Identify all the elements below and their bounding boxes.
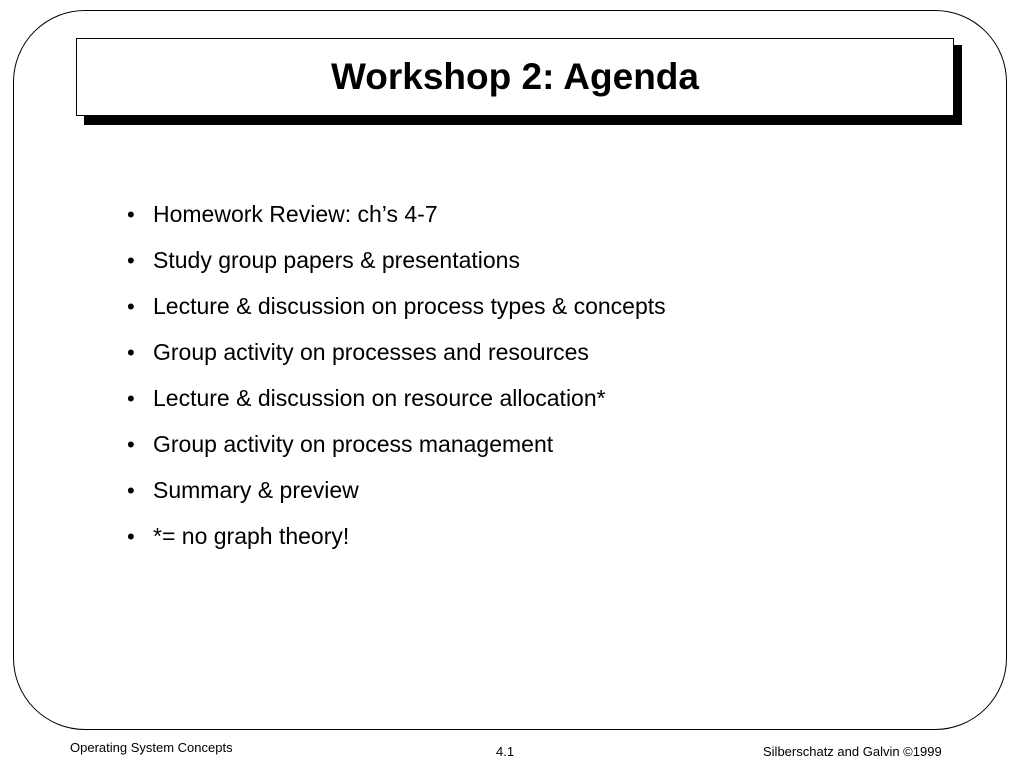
list-item — [127, 244, 666, 290]
list-item-text: Study group papers & presentations — [153, 247, 520, 273]
bullet-icon: • — [127, 202, 135, 227]
list-item-text: Lecture & discussion on resource allocation* — [153, 385, 606, 411]
list-item-text: Group activity on processes and resources — [153, 339, 589, 365]
bullet-icon: • — [127, 432, 135, 457]
slide-title: Workshop 2: Agenda — [331, 56, 699, 97]
title-box — [76, 38, 954, 116]
list-item-text: Summary & preview — [153, 477, 359, 503]
list-item-text: Homework Review: ch’s 4-7 — [153, 201, 438, 227]
footer-course-name: Operating System Concepts — [70, 740, 233, 755]
list-item — [127, 336, 666, 382]
agenda-list — [127, 198, 666, 566]
bullet-icon: • — [127, 294, 135, 319]
list-item — [127, 520, 666, 566]
list-item — [127, 428, 666, 474]
bullet-icon: • — [127, 386, 135, 411]
footer-copyright: Silberschatz and Galvin ©1999 — [763, 744, 942, 759]
list-item — [127, 198, 666, 244]
list-item — [127, 290, 666, 336]
list-item — [127, 382, 666, 428]
bullet-icon: • — [127, 340, 135, 365]
list-item — [127, 474, 666, 520]
bullet-icon: • — [127, 478, 135, 503]
bullet-icon: • — [127, 524, 135, 549]
bullet-icon: • — [127, 248, 135, 273]
list-item-text: Group activity on process management — [153, 431, 554, 457]
list-item-text: Lecture & discussion on process types & concepts — [153, 293, 666, 319]
footer-page-number: 4.1 — [496, 744, 515, 759]
list-item-text: *= no graph theory! — [153, 523, 350, 549]
